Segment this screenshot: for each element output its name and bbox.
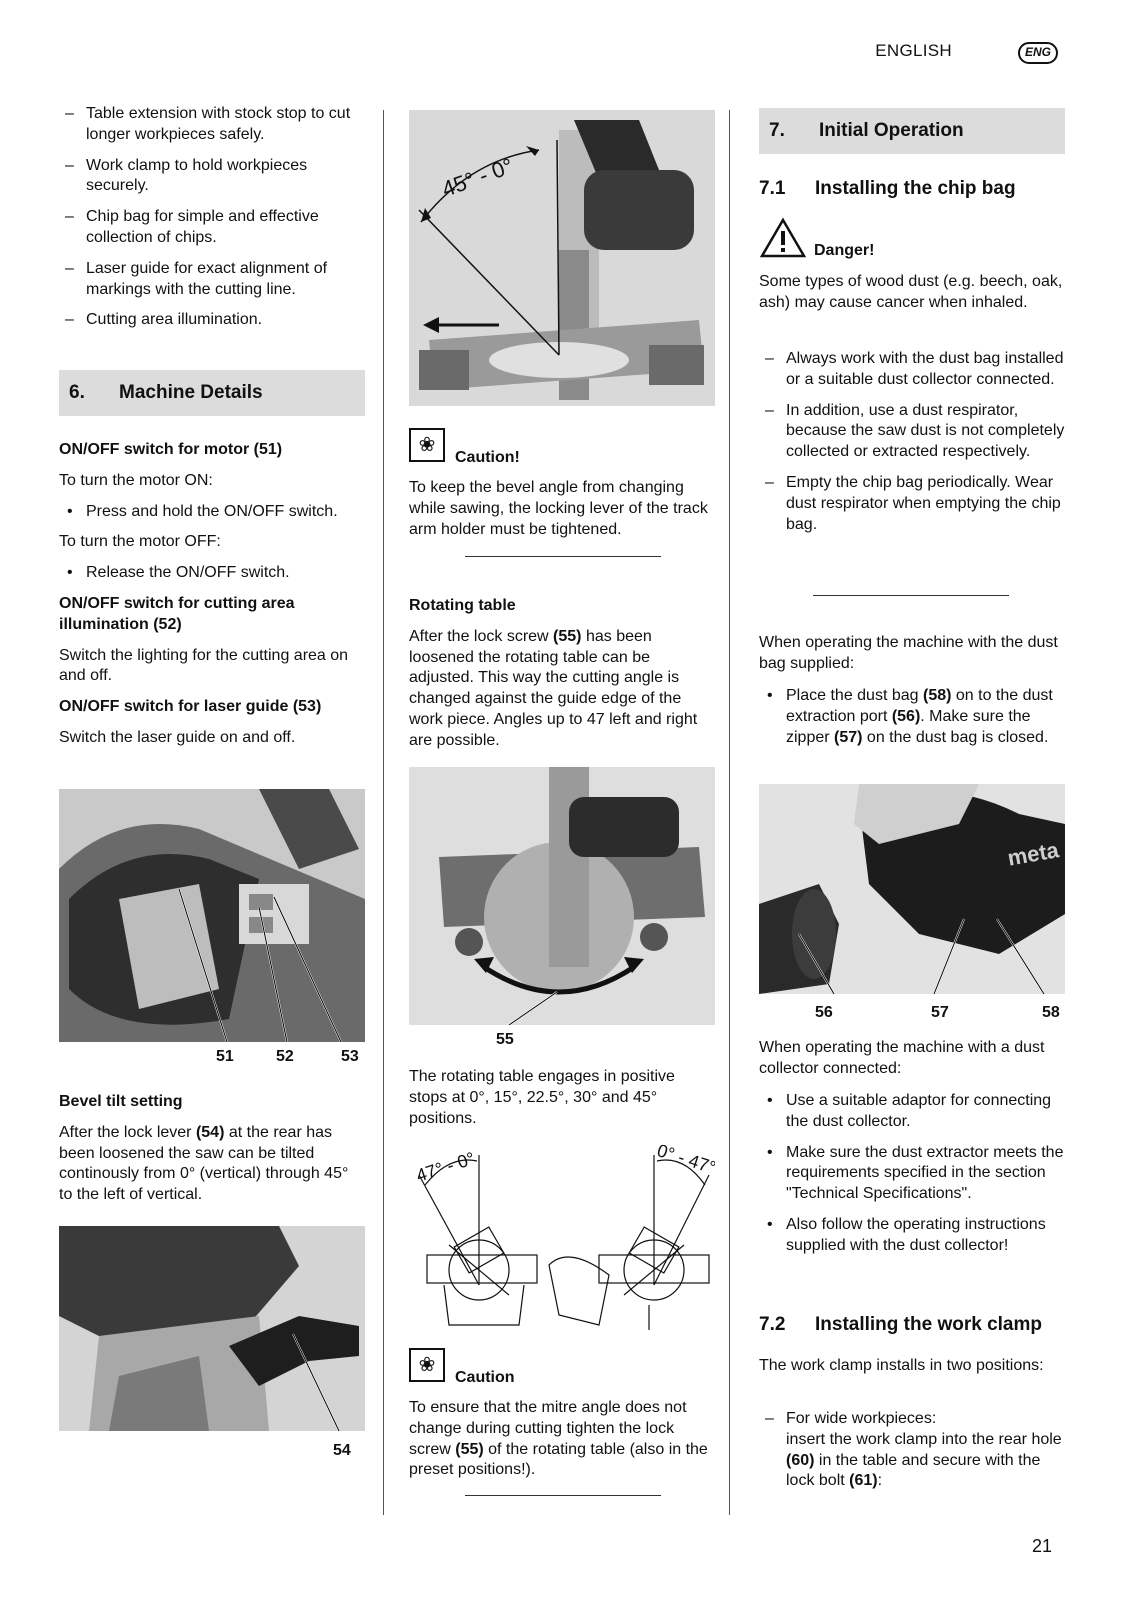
list-item: – Work clamp to hold workpieces securely. <box>59 156 365 198</box>
rotating-ref: (55) <box>553 627 582 645</box>
bag-step-text-4: on the dust bag is closed. <box>862 728 1049 746</box>
motor-switch-heading: ON/OFF switch for motor (51) <box>59 441 283 458</box>
collector-steps <box>759 1091 1065 1267</box>
bevel-heading: Bevel tilt setting <box>59 1093 183 1110</box>
mitre-angle-diagram <box>409 1145 715 1335</box>
list-item: • Also follow the operating instructions supplied with the dust collector! <box>759 1215 1065 1257</box>
callout-51: 51 <box>216 1048 234 1065</box>
feature-list <box>59 104 365 341</box>
switches-photo-drawing <box>59 789 365 1042</box>
bevel-angle-label: 45° - 0° <box>438 153 517 202</box>
danger-title: Danger! <box>814 242 875 259</box>
caution2-text-1: To ensure that the mitre angle does not change during cutting tighten the lock screw <box>409 1399 687 1458</box>
caution2-title: Caution <box>455 1369 515 1386</box>
subsection-title: Installing the work clamp <box>815 1314 1042 1335</box>
caution1-title: Caution! <box>455 449 520 466</box>
motor-off-text: To turn the motor OFF: <box>59 533 221 551</box>
subsection-7-2-heading <box>759 1313 1065 1338</box>
section-number: 7. <box>769 119 785 141</box>
collector-intro-text: When operating the machine with a dust collector connected: <box>759 1039 1045 1077</box>
caution2-text <box>409 1398 715 1481</box>
rotating-text-2: has been loosened the rotating table can be adjusted. This way the cutting angle is changed against the guide edge of the work piece. Angles up to 47 left and right are possible. <box>409 627 698 749</box>
list-item: • Press and hold the ON/OFF switch. <box>59 502 365 523</box>
list-item: – Empty the chip bag periodically. Wear dust respirator when emptying the chip bag. <box>759 473 1065 535</box>
column-divider-1 <box>383 110 384 1515</box>
bag-ref-56: (56) <box>891 707 921 725</box>
separator <box>813 595 1009 596</box>
list-item: • Release the ON/OFF switch. <box>59 563 365 584</box>
clamp-step-label: For wide workpieces: <box>786 1410 937 1427</box>
rotating-table-drawing <box>409 767 715 1025</box>
illumination-switch-text: Switch the lighting for the cutting area on and off. <box>59 646 349 685</box>
caution-icon: ❀ <box>409 1348 445 1382</box>
dust-bag-drawing <box>759 784 1065 994</box>
callout-56: 56 <box>815 1004 833 1021</box>
motor-on-text: To turn the motor ON: <box>59 471 213 489</box>
bevel-text-2: at the rear has been loosened the saw can be tilted continously from 0° (vertical) through 45° to the left of vertical. <box>59 1123 349 1204</box>
list-item: – Laser guide for exact alignment of markings with the cutting line. <box>59 259 365 301</box>
rotating-table-section <box>409 596 715 762</box>
mitre-right-angle: 0° - 47° <box>654 1145 715 1178</box>
machine-details-text <box>59 440 365 759</box>
callout-57: 57 <box>931 1004 949 1021</box>
dust-bag-photo <box>759 784 1065 994</box>
subsection-7-1-heading <box>759 177 1065 202</box>
subsection-number: 7.2 <box>759 1314 786 1335</box>
caution2-text-2: of the rotating table (also in the preset positions!). <box>409 1440 708 1479</box>
section-number: 6. <box>69 381 85 403</box>
clamp-steps <box>759 1409 1065 1502</box>
danger-text: Some types of wood dust (e.g. beech, oak, ash) may cause cancer when inhaled. <box>759 273 1063 311</box>
bevel-text-1: After the lock lever <box>59 1123 196 1141</box>
laser-switch-heading: ON/OFF switch for laser guide (53) <box>59 698 322 716</box>
list-item: – Table extension with stock stop to cut longer workpieces safely. <box>59 104 365 146</box>
lock-lever-photo-drawing <box>59 1226 365 1431</box>
list-item: – Always work with the dust bag installed or a suitable dust collector connected. <box>759 349 1065 391</box>
bag-ref-57: (57) <box>834 728 863 746</box>
section-7-heading <box>759 108 1065 154</box>
motor-on-steps <box>59 502 365 523</box>
separator <box>465 1495 661 1496</box>
section-6-heading <box>59 370 365 416</box>
clamp-step-text-2: in the table and secure with the lock bolt <box>786 1451 1041 1490</box>
subsection-number: 7.1 <box>759 178 786 199</box>
clamp-step-text-3: : <box>877 1472 883 1490</box>
bag-steps <box>759 686 1065 758</box>
mitre-left-angle: 47° - 0° <box>413 1148 478 1186</box>
list-item: • Use a suitable adaptor for connecting the dust collector. <box>759 1091 1065 1133</box>
section-title: Initial Operation <box>819 119 964 141</box>
separator <box>465 556 661 557</box>
list-item: – In addition, use a dust respirator, because the saw dust is not completely collected or extracted respectively. <box>759 401 1065 463</box>
section-title: Machine Details <box>119 381 263 403</box>
bag-brand-text: meta <box>1005 837 1061 871</box>
rotating-heading: Rotating table <box>409 597 516 614</box>
list-item <box>759 1409 1065 1492</box>
rotating-table-photo <box>409 767 715 1025</box>
callout-58: 58 <box>1042 1004 1060 1021</box>
callout-54: 54 <box>333 1442 351 1459</box>
danger-icon <box>759 217 807 259</box>
caution2-ref: (55) <box>455 1440 484 1458</box>
bag-step-text-2: on to the dust extraction port <box>786 687 1053 725</box>
bag-intro-text: When operating the machine with the dust bag supplied: <box>759 634 1058 672</box>
rotating-text-1: After the lock screw <box>409 627 554 645</box>
callout-55: 55 <box>496 1031 514 1048</box>
bag-step-text-3: . Make sure the zipper <box>786 707 1031 746</box>
clamp-intro-text: The work clamp installs in two positions: <box>759 1357 1044 1374</box>
bag-step-text-1: Place the dust bag <box>786 687 923 704</box>
list-item: • Make sure the dust extractor meets the requirements specified in the section "Technical Specifications". <box>759 1143 1065 1205</box>
lock-lever-photo <box>59 1226 365 1431</box>
bevel-text <box>59 1123 365 1206</box>
dust-rules-list <box>759 349 1065 545</box>
subsection-title: Installing the chip bag <box>815 178 1016 199</box>
page-number: 21 <box>1032 1536 1053 1556</box>
callout-52: 52 <box>276 1048 294 1065</box>
switches-photo <box>59 789 365 1042</box>
positive-stops-text: The rotating table engages in positive stops at 0°, 15°, 22.5°, 30° and 45° positions. <box>409 1068 675 1127</box>
clamp-ref-60: (60) <box>786 1451 815 1469</box>
bevel-angle-photo <box>409 110 715 406</box>
caution-icon: ❀ <box>409 428 445 462</box>
bevel-angle-drawing <box>409 110 715 406</box>
list-item: – Cutting area illumination. <box>59 310 365 331</box>
illumination-switch-heading: ON/OFF switch for cutting area illumination (52) <box>59 594 295 633</box>
caution1-text: To keep the bevel angle from changing while sawing, the locking lever of the track arm holder must be tightened. <box>409 479 708 538</box>
list-item <box>759 686 1065 748</box>
clamp-step-text-1: insert the work clamp into the rear hole <box>786 1430 1062 1448</box>
callout-53: 53 <box>341 1048 359 1065</box>
bag-ref-58: (58) <box>922 687 952 704</box>
laser-switch-text: Switch the laser guide on and off. <box>59 728 296 746</box>
clamp-ref-61: (61) <box>849 1472 878 1490</box>
motor-off-steps <box>59 563 365 584</box>
language-badge: ENG <box>1018 42 1058 64</box>
list-item: – Chip bag for simple and effective collection of chips. <box>59 207 365 249</box>
bevel-section <box>59 1092 365 1216</box>
bevel-ref: (54) <box>195 1123 225 1141</box>
column-divider-2 <box>729 110 730 1515</box>
header-language: ENGLISH <box>875 41 952 60</box>
mitre-angle-drawing <box>409 1145 715 1335</box>
rotating-text <box>409 627 715 752</box>
